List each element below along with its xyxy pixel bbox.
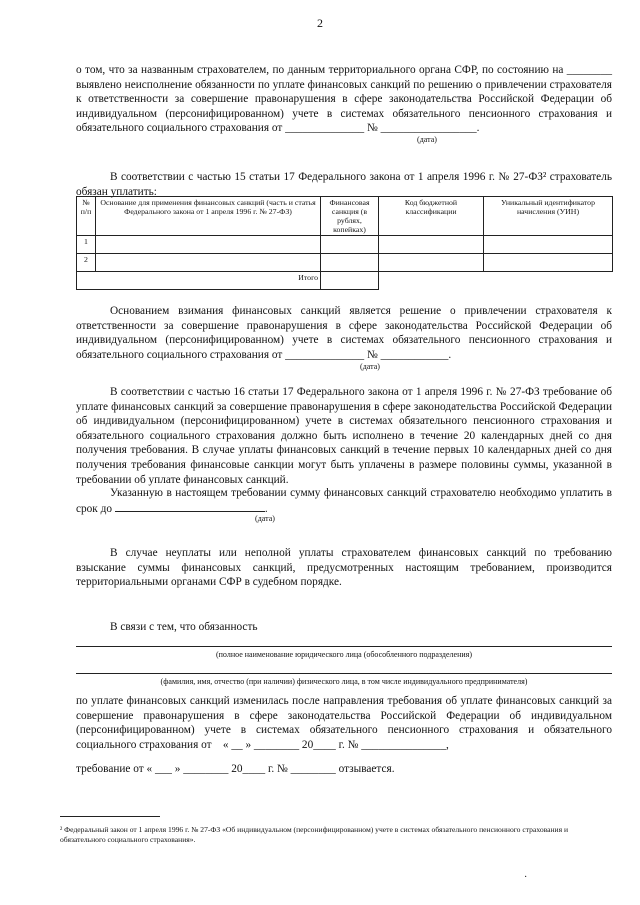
table-header-cell: Основание для применения финансовых санкций (часть и статья Федерального закона от 1 апреля 1996 г. № 27-ФЗ) (96, 197, 321, 236)
revocation-paragraph (76, 694, 612, 752)
intro-date-caption: (дата) (417, 135, 437, 144)
pay-by-date-field[interactable] (115, 501, 265, 512)
org-name-caption: (полное наименование юридического лица (обособленного подразделения) (215, 650, 472, 659)
basis-paragraph: Основанием взимания финансовых санкций является решение о привлечении страхователя к ответственности за совершение правонарушения в сфере законодательства Российской Федерации об индивидуальном (персонифицированном) учете в системах обязательного пенсионного страхования и обязательного социального страхования от ______________ № ____________. (76, 305, 612, 361)
org-name-line[interactable] (76, 646, 612, 647)
table-cell: 2 (77, 254, 96, 272)
table-cell (379, 236, 484, 254)
table-cell (484, 236, 613, 254)
table-header-row (77, 197, 613, 236)
table-cell (321, 254, 379, 272)
revocation-text: по уплате финансовых санкций изменилась после направления требования об уплате финансовых санкций за совершение правонарушения в сфере законодательства Российской Федерации об индивидуальном (персонифицированном) учете в системах обязательного пенсионного страхования и обязательного социального страхования от (76, 695, 612, 751)
table-cell (96, 236, 321, 254)
empty-cell (484, 272, 613, 290)
table-cell (96, 254, 321, 272)
scan-mark: · (524, 872, 528, 883)
table-row (77, 236, 613, 254)
footnote: ² Федеральный закон от 1 апреля 1996 г. № 27-ФЗ «Об индивидуальном (персонифицированном) учете в системах обязательного пенсионного страхования и обязательного социального страхования». (60, 825, 569, 844)
revocation-lead: В связи с тем, что обязанность (110, 621, 258, 633)
intro-paragraph: о том, что за названным страхователем, по данным территориального органа СФР, по состоянию на ________ выявлено неисполнение обязанности по уплате финансовых санкций по решению о привлечении страхователя к ответственности за совершение правонарушения в сфере законодательства Российской Федерации об индивидуальном (персонифицированном) учете в системах обязательного пенсионного страхования и обязательного социального страхования от ______________ № _________________. (76, 64, 612, 135)
empty-cell (379, 272, 484, 290)
obligation-paragraph: В соответствии с частью 15 статьи 17 Федерального закона от 1 апреля 1996 г. № 27-ФЗ² страхователь обязан уплатить: (76, 171, 612, 198)
total-label: Итого (77, 272, 321, 290)
basis-date-caption: (дата) (360, 362, 380, 371)
footnote-separator (60, 816, 160, 817)
requirement-paragraph: В соответствии с частью 16 статьи 17 Федерального закона от 1 апреля 1996 г. № 27-ФЗ требование об уплате финансовых санкций за совершение правонарушения в сфере законодательства Российской Федерации об индивидуальном (персонифицированном) учете в системах обязательного пенсионного страхования и обязательного социального страхования должно быть исполнено в течение 20 календарных дней со дня получения требования. В случае уплаты финансовых санкций в течение первых 10 календарных дней со дня получения требования финансовые санкции могут быть уплачены в размере половины суммы, указанной в требовании об уплате финансовых санкций. (76, 386, 612, 486)
table-cell: 1 (77, 236, 96, 254)
table-header-cell: Код бюджетной классификации (379, 197, 484, 236)
table-cell (484, 254, 613, 272)
pay-by-paragraph: Указанную в настоящем требовании сумму финансовых санкций страхователю необходимо уплатить в срок до . (76, 487, 612, 515)
nonpayment-paragraph: В случае неуплаты или неполной уплаты страхователем финансовых санкций по требованию взыскание суммы финансовых санкций, предусмотренных настоящим требованием, производится территориальными органами СФР в судебном порядке. (76, 547, 612, 589)
table-header-cell: Финансовая санкция (в рублях, копейках) (321, 197, 379, 236)
pay-by-text: Указанную в настоящем требовании сумму финансовых санкций страхователю необходимо уплатить в срок до (76, 487, 612, 515)
table-row (77, 254, 613, 272)
table-cell (321, 236, 379, 254)
table-header-cell: № п/п (77, 197, 96, 236)
page-number: 2 (317, 16, 323, 30)
person-name-line[interactable] (76, 673, 612, 674)
revocation-final-line: требование от « ___ » ________ 20____ г. № ________ отзывается. (76, 763, 395, 775)
total-value (321, 272, 379, 290)
fines-table (76, 196, 613, 290)
person-name-caption: (фамилия, имя, отчество (при наличии) физического лица, в том числе индивидуального предпринимателя) (160, 677, 528, 686)
table-header-cell: Уникальный идентификатор начисления (УИН) (484, 197, 613, 236)
table-total-row (77, 272, 613, 290)
table-cell (379, 254, 484, 272)
pay-by-date-caption: (дата) (255, 514, 275, 523)
revocation-date-tail: « __ » ________ 20____ г. № _______________, (222, 738, 449, 751)
